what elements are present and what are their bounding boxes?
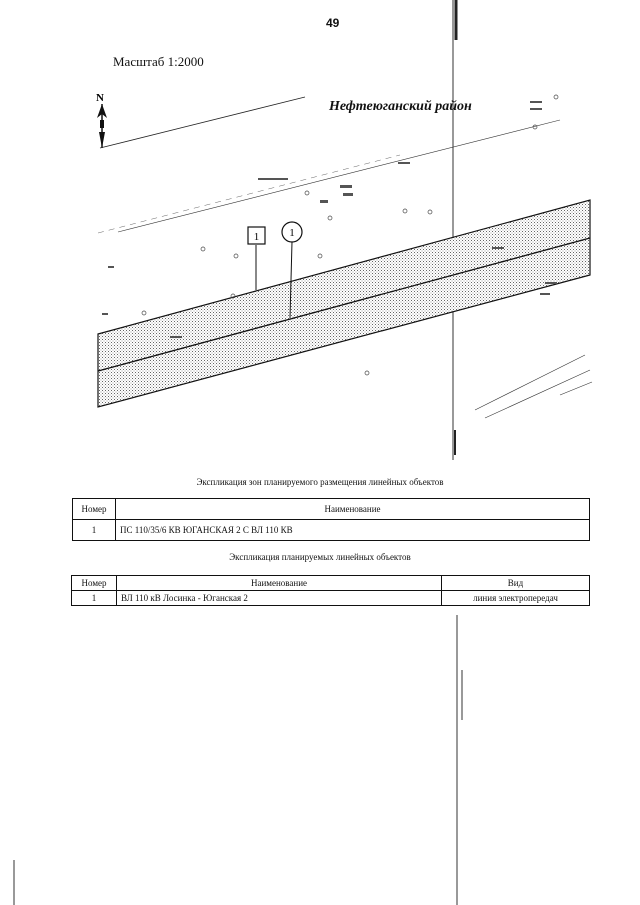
zone-marker-label: 1: [253, 231, 260, 243]
road-line: [485, 370, 590, 418]
road-line: [560, 382, 592, 395]
objects-table-caption: Экспликация планируемых линейных объектов: [229, 552, 411, 562]
road-line: [118, 120, 560, 232]
column-header: Наименование: [116, 499, 590, 520]
north-arrow-icon: [97, 104, 107, 148]
object-marker-label: 1: [289, 227, 295, 239]
planned-zone: [98, 200, 590, 407]
table-cell: 1: [73, 520, 116, 541]
column-header: Номер: [73, 499, 116, 520]
objects-table: [71, 575, 590, 606]
road-line: [475, 355, 585, 410]
table-cell: 1: [72, 591, 117, 606]
table-header-row: [73, 499, 590, 520]
column-header: Вид: [442, 576, 590, 591]
boundary-line: [100, 97, 305, 148]
table-cell: ВЛ 110 кВ Лосинка - Юганская 2: [117, 591, 442, 606]
north-label: N: [96, 92, 104, 104]
district-label: Нефтеюганский район: [329, 99, 472, 114]
table-header-row: [72, 576, 590, 591]
table-cell: ПС 110/35/6 КВ ЮГАНСКАЯ 2 С ВЛ 110 КВ: [116, 520, 590, 541]
table-row: [72, 591, 590, 606]
table-row: [73, 520, 590, 541]
scale-label: Масштаб 1:2000: [113, 54, 204, 69]
zones-table-caption: Экспликация зон планируемого размещения линейных объектов: [196, 477, 444, 487]
table-cell: линия электропередач: [442, 591, 590, 606]
power-line-axis: [98, 238, 590, 371]
dashed-line: [98, 155, 400, 233]
zones-table: [72, 498, 590, 541]
column-header: Наименование: [117, 576, 442, 591]
column-header: Номер: [72, 576, 117, 591]
page-number: 49: [326, 16, 340, 30]
